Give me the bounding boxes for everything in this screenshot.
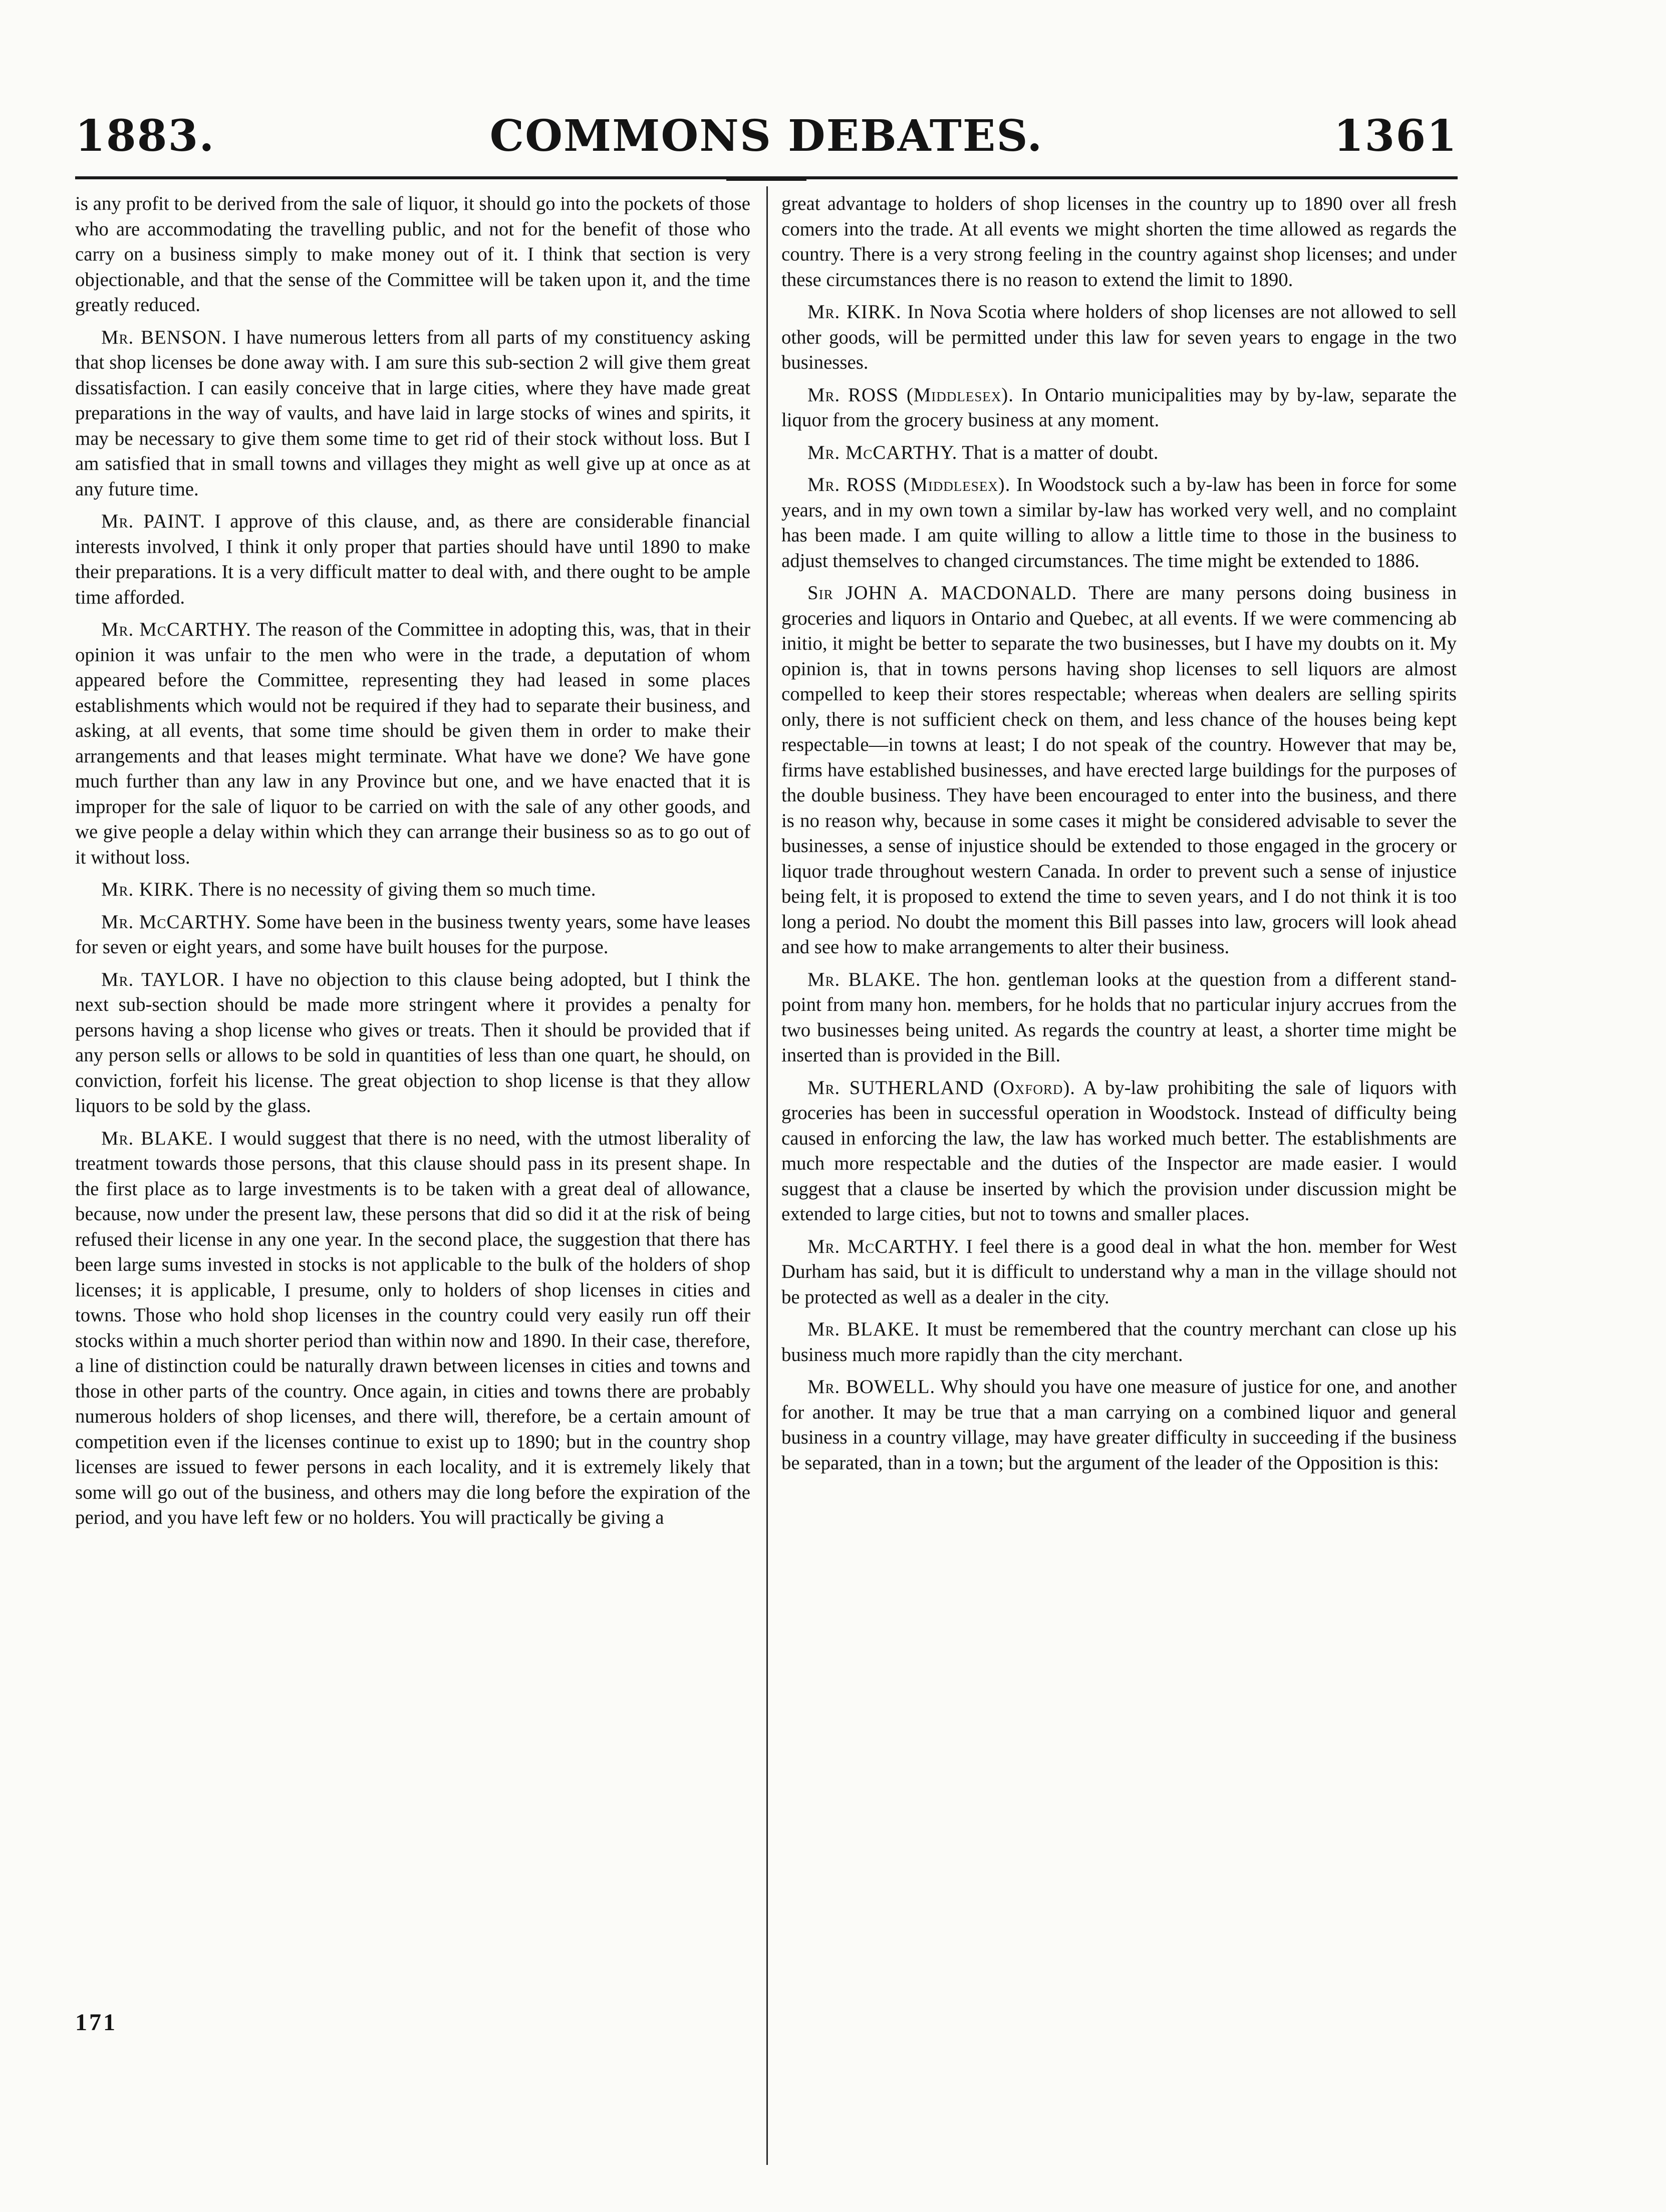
speaker-name: Mr. BLAKE.	[101, 1127, 214, 1149]
speaker-name: Mr. McCARTHY.	[101, 911, 251, 933]
speech-text: In Woodstock such a by-law has been in force for some years, and in my own town a similar by-law has worked very well, and no complaint has been made. I am quite willing to allow a little time to those in the business to adjust themselves to changed circumstances. The time might be extended to 1886.	[781, 474, 1457, 572]
speech-text: The hon. gentleman looks at the question from a different stand-point from many hon. members, for he holds that no particular injury accrues from the two businesses being united. As regards the country at least, a shorter time might be inserted than is provided in the Bill.	[781, 968, 1457, 1066]
speech-text: There are many persons doing business in groceries and liquors in Ontario and Quebec, at all events. If we were commencing ab initio, it might be better to separate the two businesses, but I have my doubts on it. My opinion is, that in towns persons having shop licenses to sell liquors are almost compelled to keep their stores respectable; whereas when dealers are selling spirits only, there is not sufficient check on them, and less chance of the houses being kept respectable—in towns at least; I do not speak of the country. However that may be, firms have established businesses, and have erected large buildings for the purposes of the double business. They have been encouraged to enter into the business, and there is no reason why, because in some cases it might be considered advisable to sever the businesses, a sense of injustice should be extended to those engaged in the grocery or liquor trade throughout western Canada. In order to prevent such a sense of injustice being felt, it is proposed to extend the time to seven years, and I do not think it is too long a period. No doubt the moment this Bill passes into law, grocers will look ahead and see how to make arrangements to alter their business.	[781, 582, 1457, 958]
speaker-name: Mr. ROSS (Middlesex).	[807, 384, 1014, 406]
speaker-name: Mr. BLAKE.	[807, 1318, 920, 1340]
speech-paragraph	[75, 191, 750, 318]
speech-paragraph	[781, 1374, 1457, 1476]
speech-paragraph	[781, 383, 1457, 433]
header-rule-ornament	[726, 179, 806, 181]
right-column	[781, 191, 1457, 2095]
speaker-name: Mr. TAYLOR.	[101, 968, 225, 990]
speech-paragraph	[781, 440, 1457, 466]
speech-paragraph	[781, 191, 1457, 293]
speaker-name: Mr. BOWELL.	[807, 1376, 936, 1398]
speech-text: There is no necessity of giving them so much time.	[198, 879, 596, 900]
speaker-name: Mr. KIRK.	[807, 301, 902, 323]
speech-text: I have no objection to this clause being adopted, but I think the next sub-section should be made more stringent where it provides a penalty for persons having a shop license who gives or treats. Then it should be provided that if any person sells or allows to be sold in quantities of less than one quart, he should, on conviction, forfeit his license. The great objection to shop license is that they allow liquors to be sold by the glass.	[75, 968, 750, 1117]
speaker-name: Mr. McCARTHY.	[807, 1235, 960, 1257]
speech-text: The reason of the Committee in adopting this, was, that in their opinion it was unfair to the men who were in the trade, a deputation of whom appeared before the Committee, representing they had leased in some places establishments which would not be required if they had to separate their business, and asking, at all events, that some time should be given them in order to make their arrangements and that leases might terminate. What have we done? We have gone much further than any law in any Province but one, and we have enacted that it is improper for the sale of liquor to be carried on with the sale of any other goods, and we give people a delay within which they can arrange their business so as to go out of it without loss.	[75, 619, 750, 868]
speech-paragraph	[781, 967, 1457, 1068]
speaker-name: Mr. McCARTHY.	[807, 441, 958, 463]
column-divider	[766, 186, 768, 2165]
signature-mark: 171	[75, 2009, 117, 2036]
speaker-name: Mr. KIRK.	[101, 879, 194, 900]
header-page-number: 1361	[1333, 111, 1458, 161]
speech-text: That is a matter of doubt.	[962, 441, 1159, 463]
left-column	[75, 191, 750, 2095]
speaker-name: Mr. ROSS (Middlesex).	[807, 474, 1011, 495]
speech-text: In Ontario municipalities may by by-law, separate the liquor from the grocery business at any moment.	[781, 384, 1457, 431]
speech-paragraph	[781, 1317, 1457, 1367]
speech-text: I would suggest that there is no need, with the utmost liberality of treatment towards those persons, that this clause should pass in its present shape. In the first place as to large investments is to be taken with a great deal of allowance, because, now under the present law, these persons that did so did it at the risk of being refused their license in any one year. In the second place, the suggestion that there has been large sums invested in stocks is not applicable to the bulk of the holders of shop licenses; it is applicable, I presume, only to holders of shop licenses in cities and towns. Those who hold shop licenses in the country could very easily run off their stocks within a much shorter period than within now and 1890. In their case, therefore, a line of distinction could be naturally drawn between licenses in cities and towns and those in other parts of the country. Once again, in cities and towns there are probably numerous holders of shop licenses, and there will, therefore, be a certain amount of competition even if the licenses continue to exist up to 1890; but in the country shop licenses are issued to fewer persons in each locality, and it is extremely likely that some will go out of the business, and others may die long before the expiration of the period, and you have left few or no holders. You will practically be giving a	[75, 1127, 750, 1528]
header-title: COMMONS DEBATES.	[489, 111, 1043, 161]
speaker-name: Mr. BENSON.	[101, 326, 227, 348]
speech-paragraph	[781, 1234, 1457, 1310]
page	[75, 75, 1458, 2129]
speech-paragraph	[781, 1075, 1457, 1227]
speech-paragraph	[75, 325, 750, 502]
speech-text: Why should you have one measure of justice for one, and another for another. It may be true that a man carrying on a combined liquor and general business in a country village, may have greater difficulty in succeeding if the business be separated, than in a town; but the argument of the leader of the Opposition is this:	[781, 1376, 1457, 1474]
speaker-name: Mr. SUTHERLAND (Oxford).	[807, 1076, 1075, 1098]
page-header	[75, 106, 1458, 166]
speech-paragraph	[75, 910, 750, 960]
speech-paragraph	[781, 472, 1457, 574]
speech-text: great advantage to holders of shop licenses in the country up to 1890 over all fresh comers into the trade. At all events we might shorten the time allowed as regards the country. There is a very strong feeling in the country against shop licenses; and under these circumstances there is no reason to extend the limit to 1890.	[781, 193, 1457, 291]
speaker-name: Mr. PAINT.	[101, 510, 205, 532]
speech-text: A by-law prohibiting the sale of liquors with groceries has been in successful operation in Woodstock. Instead of difficulty being caused in enforcing the law, the law has worked much better. The establishments are much more respectable and the duties of the Inspector are made easier. I would suggest that a clause be inserted by which the provision under discussion might be extended to large cities, but not to towns and smaller places.	[781, 1076, 1457, 1225]
speech-paragraph	[781, 300, 1457, 376]
speech-text: I approve of this clause, and, as there are considerable financial interests involved, I think it only proper that parties should have until 1890 to make their preparations. It is a very difficult matter to deal with, and there ought to be ample time afforded.	[75, 510, 750, 608]
speech-paragraph	[75, 509, 750, 610]
speaker-name: Sir JOHN A. MACDONALD.	[807, 582, 1077, 604]
speaker-name: Mr. McCARTHY.	[101, 619, 251, 640]
header-year: 1883.	[75, 111, 215, 161]
speech-paragraph	[75, 1126, 750, 1531]
speech-text: In Nova Scotia where holders of shop licenses are not allowed to sell other goods, will be permitted under this law for seven years to engage in the two businesses.	[781, 301, 1457, 373]
speech-paragraph	[781, 581, 1457, 960]
speech-text: It must be remembered that the country merchant can close up his business much more rapidly than the city merchant.	[781, 1318, 1457, 1365]
speech-text: Some have been in the business twenty years, some have leases for seven or eight years, and some have built houses for the purpose.	[75, 911, 750, 958]
speech-paragraph	[75, 967, 750, 1119]
speech-text: is any profit to be derived from the sale of liquor, it should go into the pockets of those who are accommodating the travelling public, and not for the benefit of those who carry on a business simply to make money out of it. I think that section is very objectionable, and that the sense of the Committee will be taken upon it, and the time greatly reduced.	[75, 193, 750, 316]
speaker-name: Mr. BLAKE.	[807, 968, 921, 990]
speech-paragraph	[75, 617, 750, 870]
speech-paragraph	[75, 877, 750, 903]
speech-text: I have numerous letters from all parts of my constituency asking that shop licenses be done away with. I am sure this sub-section 2 will give them great dissatisfaction. I can easily conceive that in large cities, where they have made great preparations in the way of vaults, and have laid in large stocks of wines and spirits, it may be necessary to give them some time to get rid of their stock without loss. But I am satisfied that in small towns and villages they might as well give up at once as at any future time.	[75, 326, 750, 500]
speech-text: I feel there is a good deal in what the hon. member for West Durham has said, but it is difficult to understand why a man in the village should not be protected as well as a dealer in the city.	[781, 1235, 1457, 1308]
